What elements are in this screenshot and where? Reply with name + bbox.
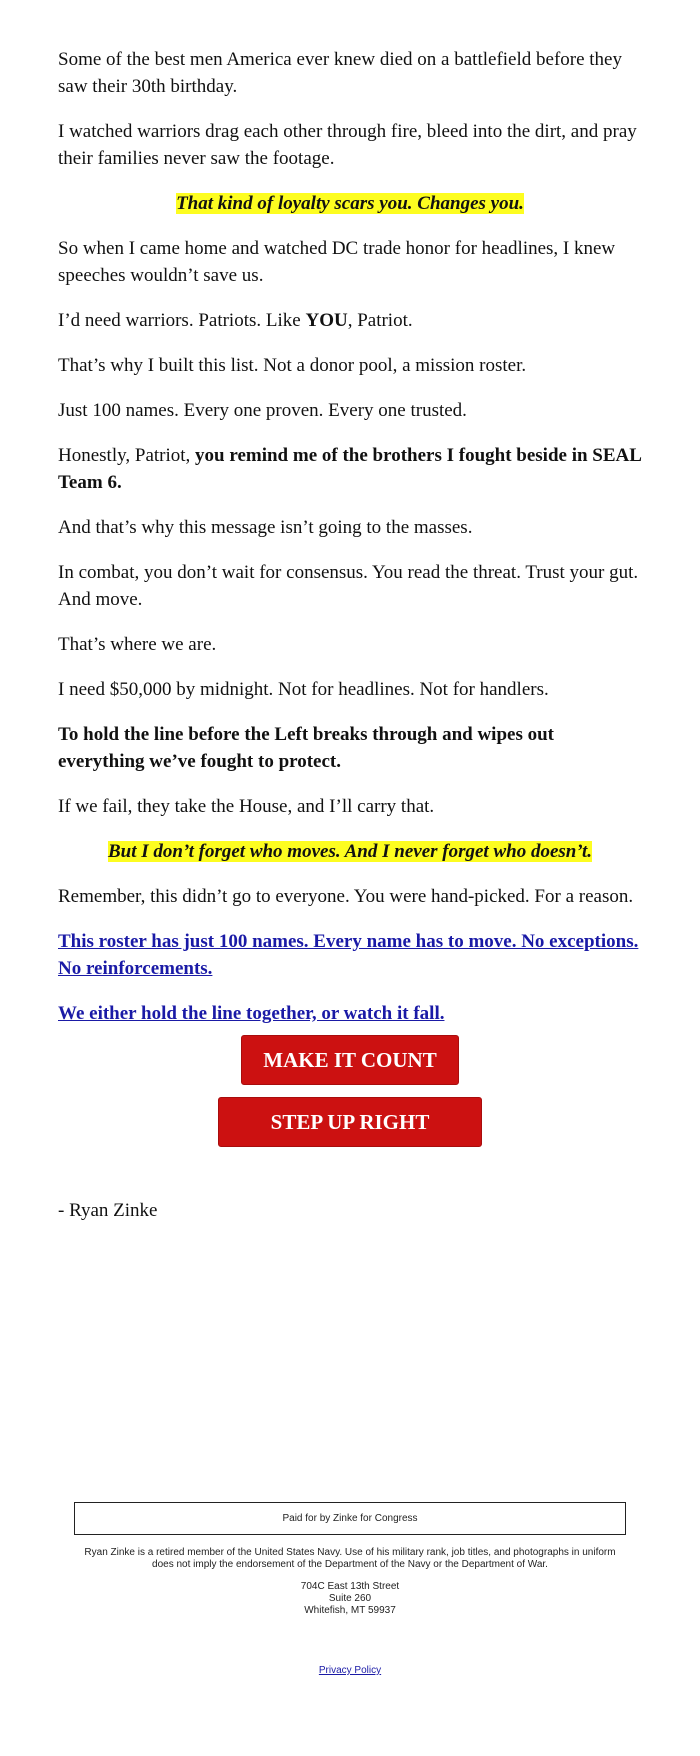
address-line-3: Whitefish, MT 59937: [304, 1605, 396, 1616]
paragraph-combat: In combat, you don’t wait for consensus. You read the threat. Trust your gut. And move.: [58, 562, 639, 610]
seal-team-bold: you remind me of the brothers I fought beside in SEAL Team 6.: [58, 445, 641, 493]
footer: [74, 1502, 626, 1677]
roster-link[interactable]: This roster has just 100 names. Every name has to move. No exceptions. No reinforcements.: [58, 931, 639, 979]
paragraph-battlefield: Some of the best men America ever knew died on a battlefield before they saw their 30th birthday.: [58, 49, 622, 97]
patriots-text-end: , Patriot.: [347, 310, 413, 331]
paragraph-names: Just 100 names. Every one proven. Every one trusted.: [58, 400, 467, 421]
roster-link-paragraph: [58, 928, 642, 982]
patriots-you-bold: YOU: [305, 310, 348, 331]
paragraph-hold-line: To hold the line before the Left breaks through and wipes out everything we’ve fought to protect.: [58, 724, 555, 772]
highlight-loyalty: [58, 190, 642, 217]
paragraph-seal-team: [58, 442, 642, 496]
email-body: [58, 46, 642, 1242]
make-it-count-button[interactable]: MAKE IT COUNT: [241, 1035, 459, 1085]
step-up-button[interactable]: STEP UP RIGHT NOW!: [218, 1097, 482, 1147]
highlight-forget-text: But I don’t forget who moves. And I never forget who doesn’t.: [108, 841, 592, 862]
paragraph-where-we-are: That’s where we are.: [58, 634, 217, 655]
paid-for-box: Paid for by Zinke for Congress: [74, 1502, 626, 1535]
paragraph-hand-picked: Remember, this didn’t go to everyone. You were hand-picked. For a reason.: [58, 886, 634, 907]
signature: - Ryan Zinke: [58, 1200, 158, 1221]
paragraph-list: That’s why I built this list. Not a donor pool, a mission roster.: [58, 355, 527, 376]
hold-line-link-paragraph: [58, 1000, 642, 1027]
address-line-2: Suite 260: [328, 1593, 372, 1604]
paragraph-dc: So when I came home and watched DC trade honor for headlines, I knew speeches wouldn’t save us.: [58, 238, 616, 286]
paragraph-house: If we fail, they take the House, and I’ll carry that.: [58, 796, 435, 817]
privacy-policy-link[interactable]: Privacy Policy: [318, 1665, 382, 1676]
make-it-count-wrap: [58, 1035, 642, 1085]
hold-line-link[interactable]: We either hold the line together, or watch it fall.: [58, 1003, 445, 1024]
highlight-forget: [58, 838, 642, 865]
patriots-text-start: I’d need warriors. Patriots. Like: [58, 310, 306, 331]
step-up-wrap: [58, 1097, 642, 1185]
paragraph-masses: And that’s why this message isn’t going to the masses.: [58, 517, 473, 538]
paragraph-goal: I need $50,000 by midnight. Not for headlines. Not for handlers.: [58, 679, 549, 700]
paragraph-warriors: I watched warriors drag each other through fire, bleed into the dirt, and pray their families never saw the footage.: [58, 121, 637, 169]
address-line-1: 704C East 13th Street: [300, 1581, 400, 1592]
highlight-loyalty-text: That kind of loyalty scars you. Changes you.: [176, 193, 524, 214]
paragraph-patriots: [58, 307, 642, 334]
seal-team-text-start: Honestly, Patriot,: [58, 445, 196, 466]
military-disclaimer: Ryan Zinke is a retired member of the United States Navy. Use of his military rank, job titles, and photographs in uniform does not imply the endorsement of the Department of the Navy or the Department of War.: [84, 1547, 616, 1570]
